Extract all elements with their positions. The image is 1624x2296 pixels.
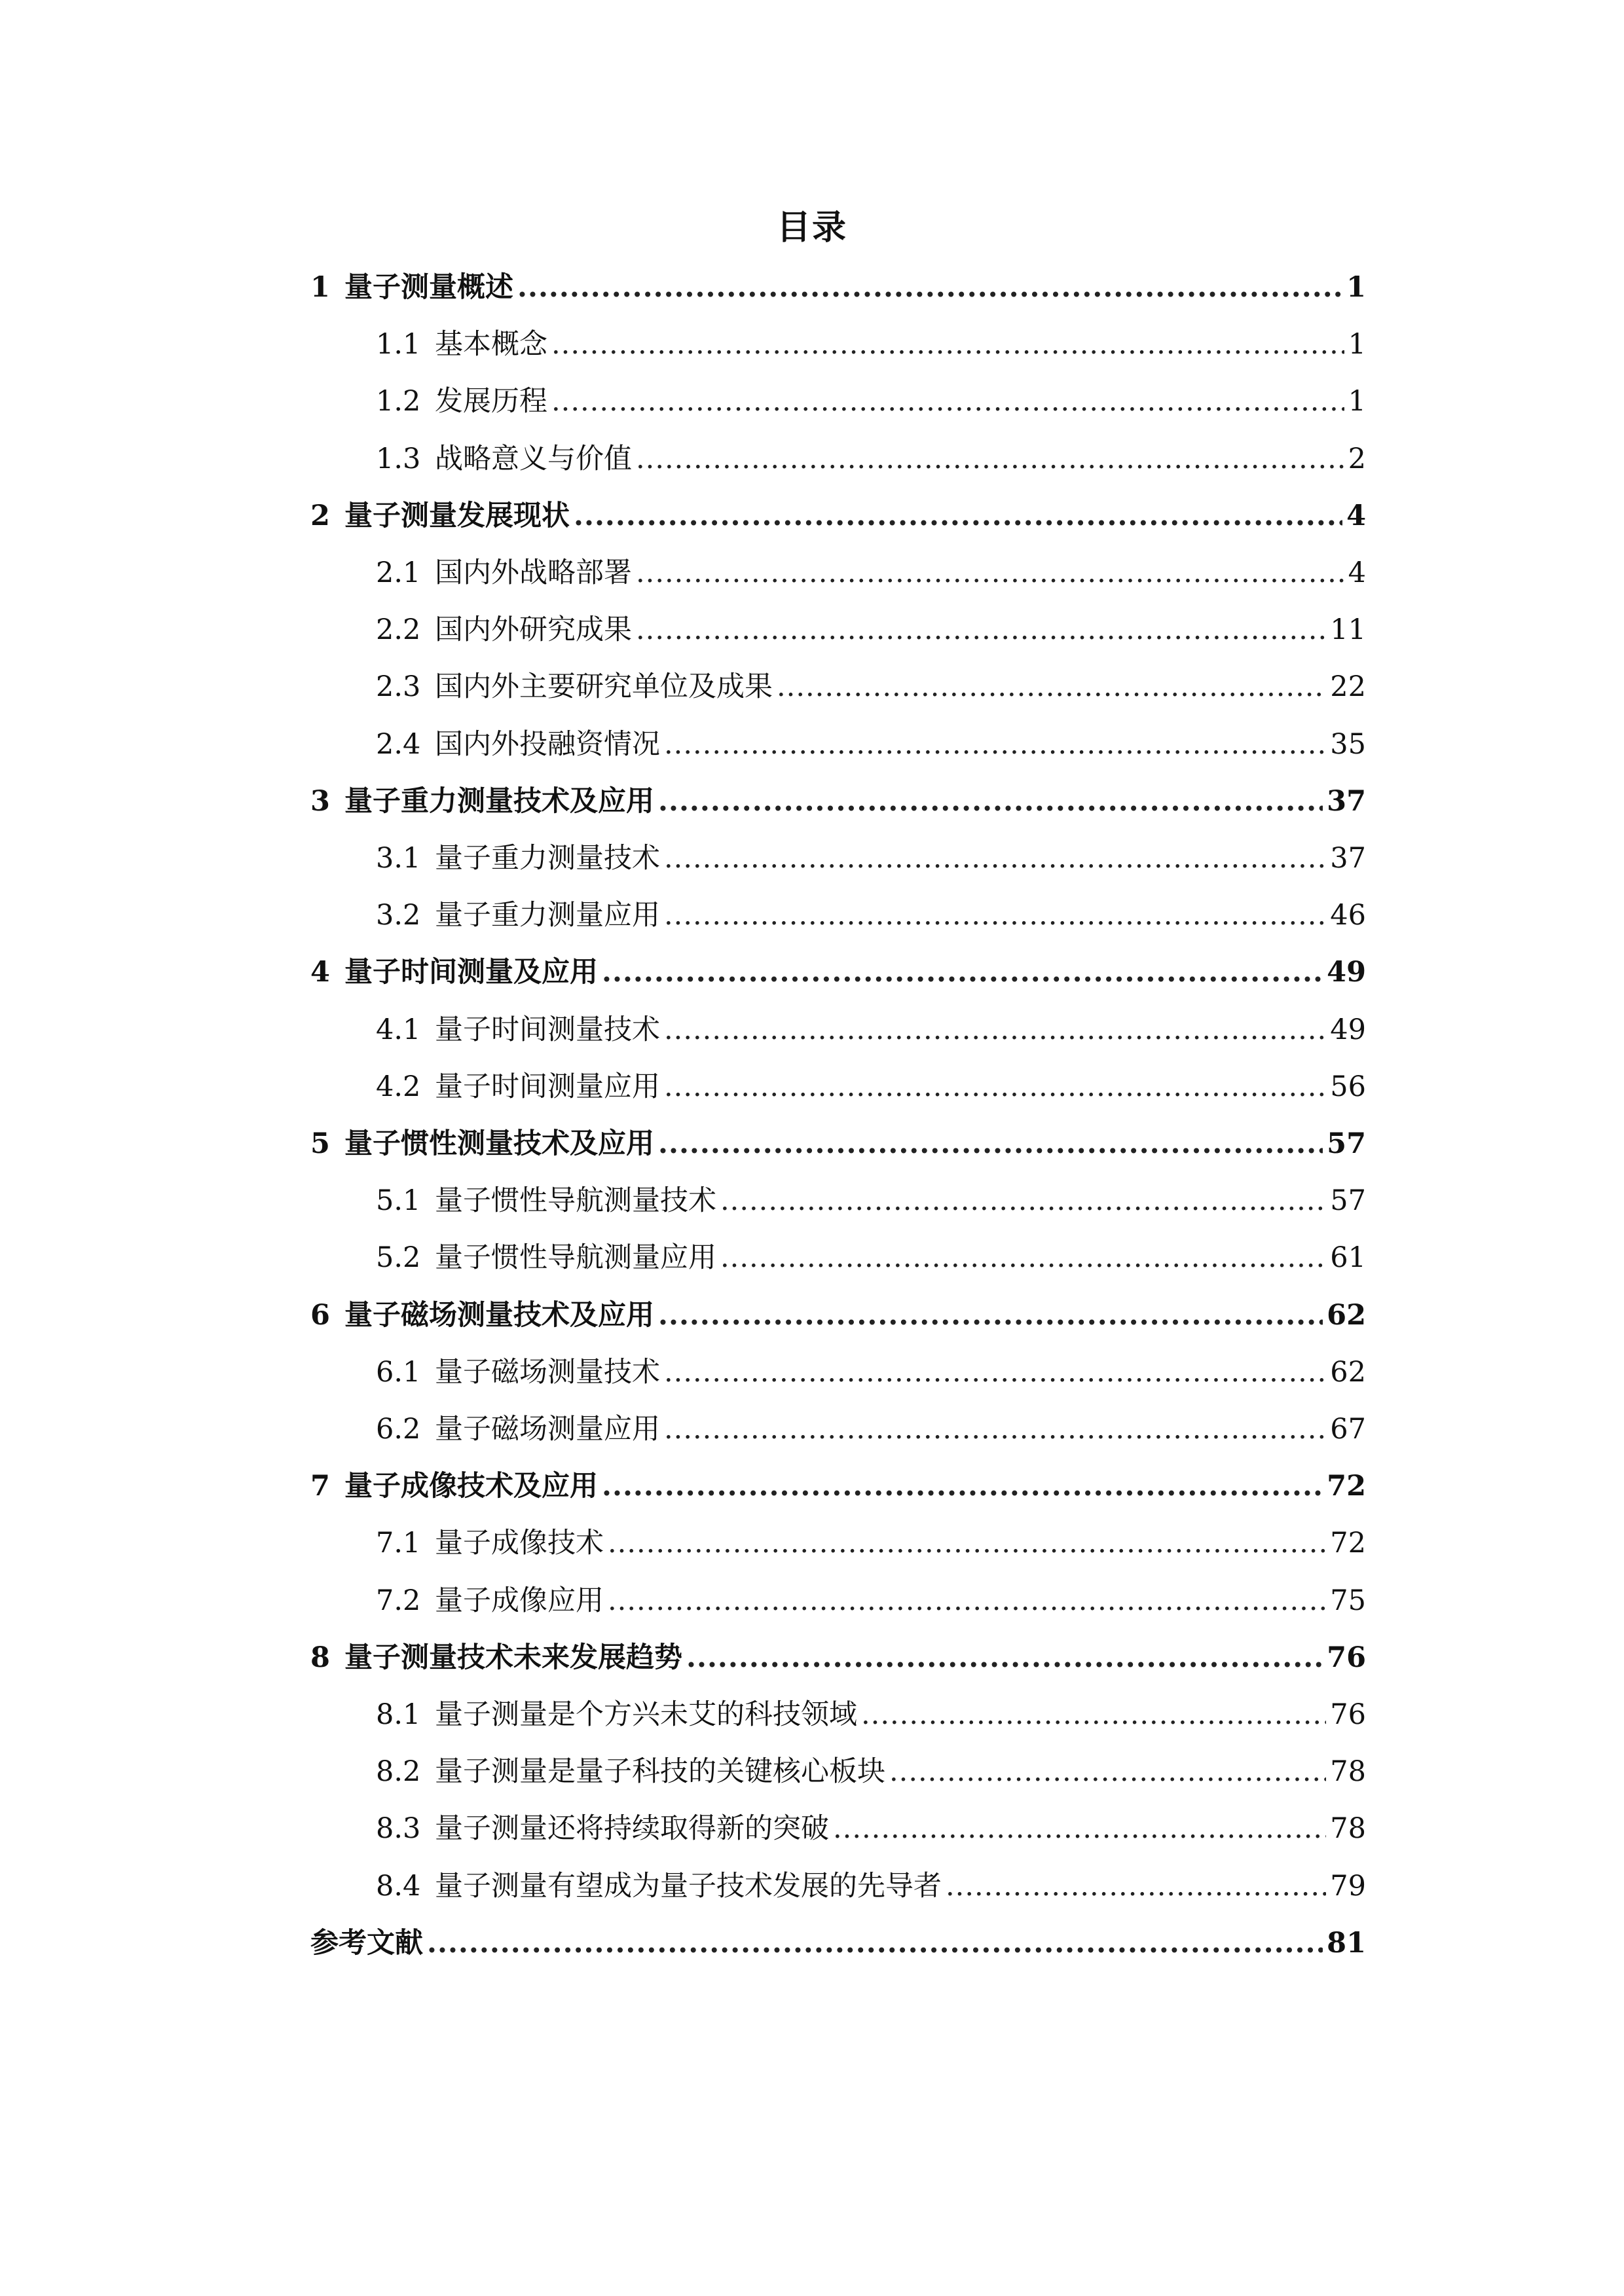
toc-dot-leader bbox=[658, 1121, 1323, 1166]
toc-entry-text: 量子惯性导航测量应用 bbox=[435, 1241, 716, 1274]
toc-dot-leader bbox=[686, 1635, 1323, 1680]
toc-chapter-entry[interactable] bbox=[310, 950, 1366, 994]
toc-entry-number: 8.1 bbox=[376, 1698, 421, 1731]
toc-entry-page-number: 37 bbox=[1330, 842, 1366, 875]
toc-entry-number: 6.1 bbox=[376, 1356, 421, 1389]
toc-entry-number: 3 bbox=[310, 785, 330, 818]
toc-entry-text: 量子重力测量应用 bbox=[435, 899, 660, 932]
toc-entry-number: 1.3 bbox=[376, 443, 421, 475]
toc-entry-page-number: 1 bbox=[1348, 328, 1366, 361]
toc-entry-number: 2 bbox=[310, 500, 330, 532]
toc-dot-leader bbox=[664, 1065, 1326, 1109]
toc-entry-text: 量子测量概述 bbox=[344, 271, 513, 304]
toc-entry-page-number: 1 bbox=[1346, 271, 1366, 304]
toc-dot-leader bbox=[551, 379, 1344, 424]
toc-entry-page-number: 56 bbox=[1330, 1070, 1366, 1103]
toc-dot-leader bbox=[664, 1407, 1326, 1451]
toc-section-entry[interactable] bbox=[376, 1407, 1366, 1451]
toc-entry-page-number: 22 bbox=[1330, 670, 1366, 703]
toc-dot-leader bbox=[636, 437, 1344, 481]
toc-section-entry[interactable] bbox=[376, 551, 1366, 595]
toc-entry-page-number: 76 bbox=[1327, 1641, 1366, 1674]
toc-entry-text: 基本概念 bbox=[435, 328, 547, 361]
toc-entry-page-number: 78 bbox=[1330, 1755, 1366, 1788]
toc-section-entry[interactable] bbox=[376, 1521, 1366, 1565]
toc-entry-page-number: 67 bbox=[1330, 1413, 1366, 1446]
toc-section-entry[interactable] bbox=[376, 322, 1366, 367]
toc-dot-leader bbox=[664, 1350, 1326, 1394]
toc-entry-text: 量子测量是量子科技的关键核心板块 bbox=[435, 1755, 885, 1788]
toc-entry-text: 量子磁场测量技术 bbox=[435, 1356, 660, 1389]
toc-entry-page-number: 35 bbox=[1330, 728, 1366, 761]
toc-dot-leader bbox=[861, 1692, 1326, 1737]
toc-entry-number: 3.1 bbox=[376, 842, 421, 875]
toc-chapter-entry[interactable] bbox=[310, 1121, 1366, 1166]
toc-section-entry[interactable] bbox=[376, 1065, 1366, 1109]
toc-entry-number: 2.3 bbox=[376, 670, 421, 703]
toc-entry-number: 6 bbox=[310, 1299, 330, 1332]
toc-dot-leader bbox=[720, 1235, 1326, 1280]
toc-entry-text: 发展历程 bbox=[435, 385, 547, 418]
toc-section-entry[interactable] bbox=[376, 1806, 1366, 1851]
toc-entry-text: 国内外战略部署 bbox=[435, 556, 632, 589]
toc-section-entry[interactable] bbox=[376, 437, 1366, 481]
toc-section-entry[interactable] bbox=[376, 1178, 1366, 1223]
toc-entry-number: 8.3 bbox=[376, 1812, 421, 1845]
toc-dot-leader bbox=[551, 322, 1344, 367]
toc-dot-leader bbox=[658, 1293, 1323, 1338]
toc-entry-text: 战略意义与价值 bbox=[435, 443, 632, 475]
toc-entry-page-number: 4 bbox=[1348, 556, 1366, 589]
toc-entry-page-number: 37 bbox=[1327, 785, 1366, 818]
toc-entry-page-number: 11 bbox=[1330, 613, 1366, 646]
toc-entry-text: 量子重力测量技术及应用 bbox=[344, 785, 654, 818]
toc-dot-leader bbox=[664, 836, 1326, 881]
toc-section-entry[interactable] bbox=[376, 1749, 1366, 1794]
toc-entry-number: 2.2 bbox=[376, 613, 421, 646]
toc-dot-leader bbox=[608, 1521, 1326, 1565]
toc-entry-number: 5 bbox=[310, 1127, 330, 1160]
toc-entry-text: 量子惯性测量技术及应用 bbox=[344, 1127, 654, 1160]
toc-entry-page-number: 4 bbox=[1346, 500, 1366, 532]
toc-entry-number: 5.2 bbox=[376, 1241, 421, 1274]
toc-entry-page-number: 1 bbox=[1348, 385, 1366, 418]
toc-dot-leader bbox=[658, 779, 1323, 824]
toc-entry-number: 8.2 bbox=[376, 1755, 421, 1788]
toc-entry-number: 4 bbox=[310, 956, 330, 989]
toc-entry-page-number: 76 bbox=[1330, 1698, 1366, 1731]
toc-dot-leader bbox=[833, 1806, 1326, 1851]
toc-entry-text: 国内外投融资情况 bbox=[435, 728, 660, 761]
toc-section-entry[interactable] bbox=[376, 1864, 1366, 1908]
toc-entry-text: 量子测量技术未来发展趋势 bbox=[344, 1641, 682, 1674]
toc-entry-number: 4.2 bbox=[376, 1070, 421, 1103]
toc-entry-page-number: 57 bbox=[1327, 1127, 1366, 1160]
toc-entry-number: 3.2 bbox=[376, 899, 421, 932]
toc-dot-leader bbox=[636, 608, 1326, 652]
toc-chapter-entry[interactable] bbox=[310, 779, 1366, 824]
toc-section-entry[interactable] bbox=[376, 893, 1366, 938]
toc-entry-page-number: 72 bbox=[1327, 1470, 1366, 1503]
toc-chapter-entry[interactable] bbox=[310, 1464, 1366, 1508]
toc-dot-leader bbox=[889, 1749, 1326, 1794]
toc-entry-number: 8.4 bbox=[376, 1870, 421, 1903]
toc-dot-leader bbox=[664, 893, 1326, 938]
toc-entry-text: 国内外主要研究单位及成果 bbox=[435, 670, 773, 703]
toc-entry-text: 量子时间测量及应用 bbox=[344, 956, 598, 989]
toc-entry-text: 量子成像应用 bbox=[435, 1584, 604, 1617]
toc-section-entry[interactable] bbox=[376, 1350, 1366, 1394]
toc-section-entry[interactable] bbox=[376, 1008, 1366, 1052]
toc-entry-number: 5.1 bbox=[376, 1184, 421, 1217]
toc-entry-number: 4.1 bbox=[376, 1013, 421, 1046]
toc-dot-leader bbox=[602, 1464, 1323, 1508]
toc-entry-number: 1.1 bbox=[376, 328, 421, 361]
toc-entry-page-number: 46 bbox=[1330, 899, 1366, 932]
toc-entry-number: 7.2 bbox=[376, 1584, 421, 1617]
toc-entry-text: 量子磁场测量应用 bbox=[435, 1413, 660, 1446]
toc-chapter-entry[interactable] bbox=[310, 1921, 1366, 1965]
toc-entry-number: 6.2 bbox=[376, 1413, 421, 1446]
toc-entry-number: 7.1 bbox=[376, 1527, 421, 1559]
toc-entry-page-number: 49 bbox=[1327, 956, 1366, 989]
toc-chapter-entry[interactable] bbox=[310, 1293, 1366, 1338]
toc-entry-page-number: 79 bbox=[1330, 1870, 1366, 1903]
toc-section-entry[interactable] bbox=[376, 665, 1366, 709]
toc-section-entry[interactable] bbox=[376, 379, 1366, 424]
toc-section-entry[interactable] bbox=[376, 608, 1366, 652]
toc-dot-leader bbox=[664, 1008, 1326, 1052]
toc-dot-leader bbox=[720, 1178, 1326, 1223]
toc-dot-leader bbox=[664, 722, 1326, 767]
toc-section-entry[interactable] bbox=[376, 722, 1366, 767]
toc-dot-leader bbox=[777, 665, 1326, 709]
toc-entry-text: 量子时间测量应用 bbox=[435, 1070, 660, 1103]
toc-entry-page-number: 61 bbox=[1330, 1241, 1366, 1274]
toc-entry-page-number: 49 bbox=[1330, 1013, 1366, 1046]
toc-dot-leader bbox=[602, 950, 1323, 994]
toc-chapter-entry[interactable] bbox=[310, 265, 1366, 310]
toc-dot-leader bbox=[574, 494, 1342, 538]
toc-dot-leader bbox=[427, 1921, 1323, 1965]
toc-section-entry[interactable] bbox=[376, 1235, 1366, 1280]
toc-dot-leader bbox=[636, 551, 1344, 595]
toc-entry-page-number: 62 bbox=[1330, 1356, 1366, 1389]
toc-entry-page-number: 81 bbox=[1327, 1927, 1366, 1959]
toc-title: 目录 bbox=[776, 208, 847, 247]
toc-entry-number: 2.1 bbox=[376, 556, 421, 589]
toc-entry-page-number: 57 bbox=[1330, 1184, 1366, 1217]
toc-entry-number: 8 bbox=[310, 1641, 330, 1674]
toc-dot-leader bbox=[946, 1864, 1326, 1908]
toc-section-entry[interactable] bbox=[376, 1578, 1366, 1623]
toc-entry-text: 量子时间测量技术 bbox=[435, 1013, 660, 1046]
toc-entry-text: 量子测量是个方兴未艾的科技领域 bbox=[435, 1698, 857, 1731]
toc-entry-text: 量子惯性导航测量技术 bbox=[435, 1184, 716, 1217]
toc-entry-page-number: 75 bbox=[1330, 1584, 1366, 1617]
toc-entry-page-number: 2 bbox=[1348, 443, 1366, 475]
toc-entry-text: 量子重力测量技术 bbox=[435, 842, 660, 875]
toc-entry-text: 量子测量还将持续取得新的突破 bbox=[435, 1812, 829, 1845]
toc-entry-number: 1 bbox=[310, 271, 330, 304]
toc-entry-number: 2.4 bbox=[376, 728, 421, 761]
toc-entry-text: 量子磁场测量技术及应用 bbox=[344, 1299, 654, 1332]
toc-dot-leader bbox=[608, 1578, 1326, 1623]
toc-entry-page-number: 78 bbox=[1330, 1812, 1366, 1845]
toc-section-entry[interactable] bbox=[376, 836, 1366, 881]
toc-chapter-entry[interactable] bbox=[310, 1635, 1366, 1680]
toc-entry-text: 量子测量有望成为量子技术发展的先导者 bbox=[435, 1870, 942, 1903]
toc-chapter-entry[interactable] bbox=[310, 494, 1366, 538]
toc-entry-text: 量子成像技术 bbox=[435, 1527, 604, 1559]
toc-entry-page-number: 62 bbox=[1327, 1299, 1366, 1332]
toc-entry-number: 1.2 bbox=[376, 385, 421, 418]
toc-entry-text: 参考文献 bbox=[310, 1927, 423, 1959]
toc-entry-number: 7 bbox=[310, 1470, 330, 1503]
toc-entry-text: 国内外研究成果 bbox=[435, 613, 632, 646]
toc-section-entry[interactable] bbox=[376, 1692, 1366, 1737]
toc-dot-leader bbox=[517, 265, 1342, 310]
toc-entry-page-number: 72 bbox=[1330, 1527, 1366, 1559]
toc-entry-text: 量子成像技术及应用 bbox=[344, 1470, 598, 1503]
toc-entry-text: 量子测量发展现状 bbox=[344, 500, 570, 532]
